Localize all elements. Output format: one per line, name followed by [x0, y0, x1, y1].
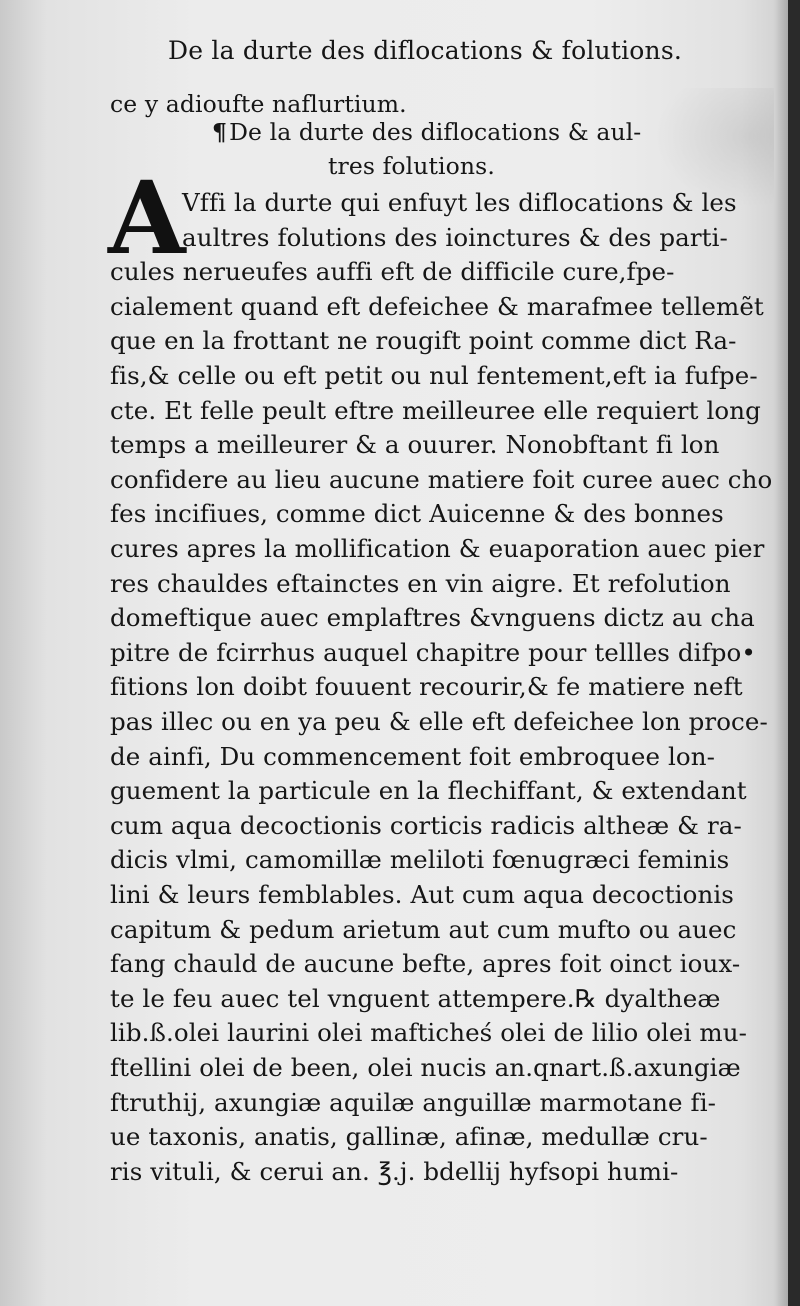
body-line: ftellini olei de been, olei nucis an.qnart.ß.axungiæ [110, 1053, 741, 1082]
pilcrow-icon: ¶ [212, 118, 228, 146]
body-line: lini & leurs femblables. Aut cum aqua decoctionis [110, 880, 734, 909]
body-line: cules nerueufes auffi eft de difficile cure,fpe- [110, 257, 675, 287]
body-line: domeftique auec emplaftres &vnguens dictz au cha [110, 603, 755, 633]
body-line: ftruthij, axungiæ aquilæ anguillæ marmotane fi- [110, 1087, 717, 1117]
body-line: Vffi la durte qui enfuyt les diflocations & les [182, 188, 737, 217]
body-line: dicis vlmi, camomillæ meliloti fœnugræci feminis [110, 845, 730, 875]
body-line: guement la particule en la flechiffant, & extendant [110, 776, 747, 806]
body-line: fang chauld de aucune befte, apres foit oinct ioux- [110, 949, 741, 979]
body-line: res chauldes eftainctes en vin aigre. Et refolution [110, 568, 731, 598]
body-line: ue taxonis, anatis, gallinæ, afinæ, medullæ cru- [110, 1122, 708, 1152]
body-line: fes incifiues, comme dict Auicenne & des bonnes [110, 499, 724, 529]
body-line: pitre de fcirrhus auquel chapitre pour tellles difpo• [110, 637, 756, 667]
body-line: temps a meilleurer & a ouurer. Nonobftant fi lon [110, 430, 720, 460]
section-heading-text-1: De la durte des diflocations & aul- [229, 118, 642, 146]
body-line: que en la frottant ne rougift point comme dict Ra- [110, 326, 737, 356]
body-line: confidere au lieu aucune matiere foit curee auec cho [110, 464, 773, 494]
body-line: te le feu auec tel vnguent attempere.℞ dyaltheæ [110, 983, 721, 1013]
body-line: aultres folutions des ioinctures & des parti- [182, 222, 728, 252]
body-line: de ainfi, Du commencement foit embroquee lon- [110, 741, 716, 771]
body-line: cialement quand eft defeichee & marafmee tellemẽt [110, 291, 764, 321]
carryover-line: ce y adioufte naflurtium. [110, 90, 407, 118]
drop-cap: A [108, 159, 186, 277]
body-line: ris vituli, & cerui an. ℥.j. bdellij hyfsopi humi- [110, 1156, 679, 1186]
body-line: cum aqua decoctionis corticis radicis altheæ & ra- [110, 810, 742, 840]
body-line: pas illec ou en ya peu & elle eft defeichee lon proce- [110, 707, 768, 736]
section-heading-line-2: tres folutions. [328, 152, 495, 180]
body-line: fis,& celle ou eft petit ou nul fentement,eft ia fufpe- [110, 361, 758, 390]
body-line: fitions lon doibt fouuent recourir,& fe matiere neft [110, 672, 743, 702]
section-heading-line-1 [212, 118, 641, 146]
body-line: cures apres la mollification & euaporation auec pier [110, 534, 765, 563]
running-head: De la durte des diflocations & folutions. [168, 36, 682, 65]
body-line: cte. Et felle peult eftre meilleuree elle requiert long [110, 395, 761, 425]
body-line: lib.ß.olei laurini olei mafticheś olei de lilio olei mu- [110, 1018, 747, 1048]
body-line: capitum & pedum arietum aut cum mufto ou auec [110, 914, 737, 944]
